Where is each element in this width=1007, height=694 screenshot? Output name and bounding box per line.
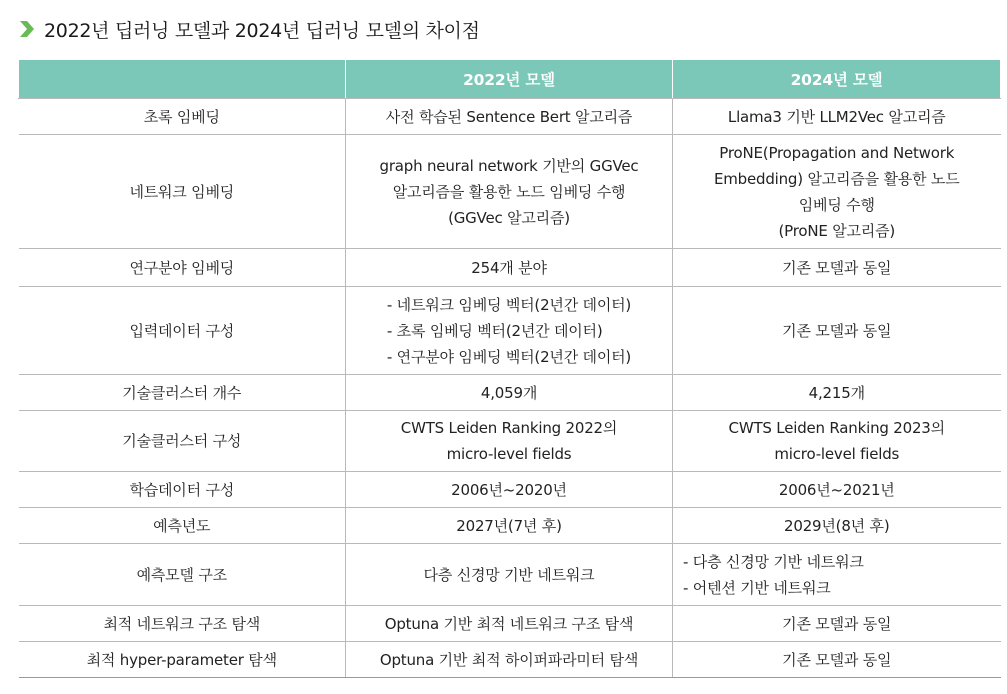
row-label: 기술클러스터 구성: [19, 411, 346, 472]
cell-line: 기존 모델과 동일: [782, 258, 892, 277]
cell-line: Optuna 기반 최적 네트워크 구조 탐색: [384, 614, 634, 633]
cell-line: 기존 모델과 동일: [782, 614, 892, 633]
cell-line: 4,215개: [808, 383, 865, 402]
table-row: [19, 642, 1001, 678]
cell-2024: [673, 375, 1001, 411]
cell-2022: [346, 642, 673, 678]
table-row: [19, 411, 1001, 472]
cell-2024: [673, 606, 1001, 642]
cell-line: 임베딩 수행: [798, 195, 875, 214]
cell-line: CWTS Leiden Ranking 2023의: [728, 419, 945, 437]
cell-2022: [346, 249, 673, 287]
cell-2022: [346, 411, 673, 472]
cell-line: (GGVec 알고리즘): [448, 208, 570, 227]
cell-line: 254개 분야: [471, 258, 547, 277]
cell-line: Embedding) 알고리즘을 활용한 노드: [713, 169, 960, 188]
cell-line: 기존 모델과 동일: [782, 321, 892, 340]
row-label: 최적 hyper-parameter 탐색: [19, 642, 346, 678]
header-empty: [19, 60, 346, 99]
header-2024-model: 2024년 모델: [673, 60, 1001, 99]
cell-line: - 초록 임베딩 벡터(2년간 데이터): [386, 321, 603, 340]
page-title-row: [18, 14, 480, 44]
cell-line: 다층 신경망 기반 네트워크: [423, 565, 595, 584]
cell-line: 4,059개: [480, 383, 538, 402]
table-row: [19, 472, 1001, 508]
table-row: [19, 287, 1001, 375]
cell-2022: [346, 508, 673, 544]
row-label: 초록 임베딩: [19, 99, 346, 135]
row-label: 학습데이터 구성: [19, 472, 346, 508]
cell-2022: [346, 135, 673, 249]
cell-2022: [346, 472, 673, 508]
page-title: 2022년 딥러닝 모델과 2024년 딥러닝 모델의 차이점: [44, 19, 480, 42]
cell-line: ProNE(Propagation and Network: [719, 143, 955, 162]
table-row: [19, 249, 1001, 287]
cell-2022: [346, 606, 673, 642]
table-row: [19, 135, 1001, 249]
row-label: 기술클러스터 개수: [19, 375, 346, 411]
cell-line: - 다층 신경망 기반 네트워크: [683, 552, 864, 571]
cell-line: 2006년~2020년: [451, 480, 567, 499]
table-row: [19, 508, 1001, 544]
cell-line: - 네트워크 임베딩 벡터(2년간 데이터): [386, 295, 632, 314]
cell-2024: [673, 411, 1001, 472]
cell-2024: [673, 249, 1001, 287]
cell-line: Optuna 기반 최적 하이퍼파라미터 탐색: [379, 650, 639, 669]
cell-2024: [673, 135, 1001, 249]
cell-line: micro-level fields: [446, 445, 572, 463]
comparison-table: [18, 60, 1001, 678]
table-header-row: [19, 60, 1001, 99]
header-2022-model: 2022년 모델: [346, 60, 673, 99]
row-label: 입력데이터 구성: [19, 287, 346, 375]
cell-line: - 연구분야 임베딩 벡터(2년간 데이터): [386, 347, 632, 366]
cell-line: 사전 학습된 Sentence Bert 알고리즘: [385, 107, 633, 126]
table-row: [19, 606, 1001, 642]
cell-2024: [673, 99, 1001, 135]
bullet-list: [387, 292, 631, 370]
cell-line: - 어텐션 기반 네트워크: [683, 578, 831, 597]
chevron-right-icon: [18, 19, 36, 39]
cell-2024: [673, 642, 1001, 678]
row-label: 연구분야 임베딩: [19, 249, 346, 287]
table-row: [19, 544, 1001, 606]
row-label: 최적 네트워크 구조 탐색: [19, 606, 346, 642]
cell-line: CWTS Leiden Ranking 2022의: [400, 419, 618, 437]
cell-2024: [673, 544, 1001, 606]
cell-2022: [346, 99, 673, 135]
row-label: 네트워크 임베딩: [19, 135, 346, 249]
cell-2024: [673, 287, 1001, 375]
cell-2024: [673, 472, 1001, 508]
cell-2022: [346, 375, 673, 411]
cell-line: micro-level fields: [774, 445, 900, 463]
row-label: 예측모델 구조: [19, 544, 346, 606]
cell-line: Llama3 기반 LLM2Vec 알고리즘: [727, 107, 946, 126]
cell-line: 2029년(8년 후): [784, 516, 890, 535]
table-row: [19, 375, 1001, 411]
cell-2024: [673, 508, 1001, 544]
cell-line: 2027년(7년 후): [456, 516, 562, 535]
table-row: [19, 99, 1001, 135]
cell-2022: [346, 544, 673, 606]
cell-line: graph neural network 기반의 GGVec: [379, 156, 639, 175]
cell-line: 2006년~2021년: [778, 480, 895, 499]
cell-line: (ProNE 알고리즘): [778, 221, 896, 240]
cell-2022: [346, 287, 673, 375]
cell-line: 기존 모델과 동일: [782, 650, 892, 669]
row-label: 예측년도: [19, 508, 346, 544]
cell-line: 알고리즘을 활용한 노드 임베딩 수행: [392, 182, 626, 201]
